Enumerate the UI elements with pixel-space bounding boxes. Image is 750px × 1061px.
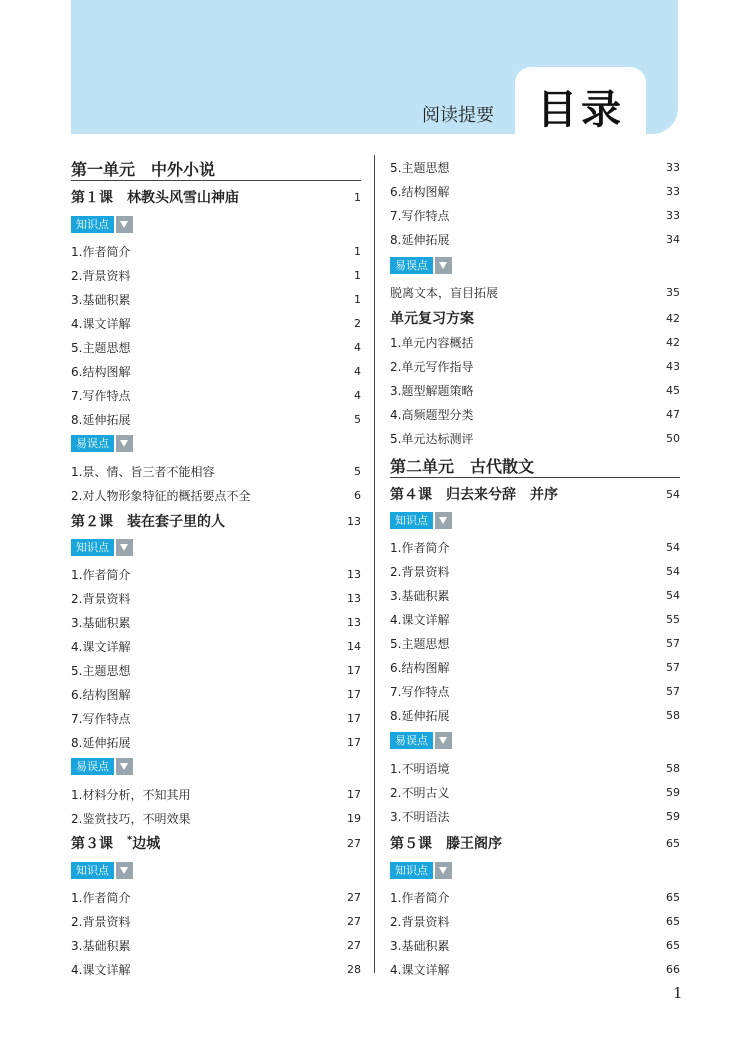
toc-item[interactable]: 2.背景资料 13 [71, 591, 361, 606]
toc-item[interactable]: 1.作者简介 54 [390, 540, 680, 555]
toc-item[interactable]: 1.作者简介 13 [71, 567, 361, 582]
toc-item[interactable]: 3.基础积累 1 [71, 292, 361, 307]
knowledge-tag: 知识点 [71, 862, 133, 879]
unit-heading[interactable]: 第一单元 中外小说 [71, 156, 361, 181]
toc-item[interactable]: 8.延伸拓展 34 [390, 232, 680, 247]
toc-item[interactable]: 7.写作特点 33 [390, 208, 680, 223]
toc-item[interactable]: 6.结构图解 17 [71, 687, 361, 702]
triangle-down-icon [435, 512, 452, 529]
toc-item[interactable]: 3.基础积累 65 [390, 938, 680, 953]
toc-item[interactable]: 6.结构图解 57 [390, 660, 680, 675]
page-subtitle: 阅读提要 [422, 105, 494, 126]
toc-lesson[interactable]: 第２课 装在套子里的人 13 [71, 514, 361, 530]
toc-item[interactable]: 5.主题思想 17 [71, 663, 361, 678]
knowledge-tag: 知识点 [71, 216, 133, 233]
toc-item[interactable]: 4.高频题型分类 47 [390, 407, 680, 422]
toc-item[interactable]: 2.背景资料 65 [390, 914, 680, 929]
page-number: 1 [673, 984, 683, 1002]
triangle-down-icon [116, 216, 133, 233]
toc-item[interactable]: 1.作者简介 65 [390, 890, 680, 905]
error-tag: 易误点 [390, 257, 452, 274]
toc-item[interactable]: 8.延伸拓展 17 [71, 735, 361, 750]
toc-item[interactable]: 1.景、情、旨三者不能相容 5 [71, 464, 361, 479]
toc-item[interactable]: 3.基础积累 27 [71, 938, 361, 953]
toc-item[interactable]: 脱离文本，盲目拓展 35 [390, 285, 680, 300]
triangle-down-icon [435, 257, 452, 274]
triangle-down-icon [116, 862, 133, 879]
toc-item[interactable]: 6.结构图解 4 [71, 364, 361, 379]
toc-item[interactable]: 4.课文详解 55 [390, 612, 680, 627]
toc-item[interactable]: 2.背景资料 54 [390, 564, 680, 579]
toc-item[interactable]: 1.单元内容概括 42 [390, 335, 680, 350]
toc-item[interactable]: 5.主题思想 57 [390, 636, 680, 651]
toc-item[interactable]: 8.延伸拓展 58 [390, 708, 680, 723]
toc-item[interactable]: 4.课文详解 28 [71, 962, 361, 977]
toc-item[interactable]: 3.不明语法 59 [390, 809, 680, 824]
toc-item[interactable]: 2.鉴赏技巧，不明效果 19 [71, 811, 361, 826]
toc-item[interactable]: 4.课文详解 2 [71, 316, 361, 331]
toc-lesson[interactable]: 第３课 *边城 27 [71, 834, 361, 852]
toc-item[interactable]: 2.背景资料 1 [71, 268, 361, 283]
toc-item[interactable]: 6.结构图解 33 [390, 184, 680, 199]
triangle-down-icon [116, 539, 133, 556]
toc-item[interactable]: 2.单元写作指导 43 [390, 359, 680, 374]
knowledge-tag: 知识点 [390, 862, 452, 879]
toc-item[interactable]: 5.主题思想 33 [390, 160, 680, 175]
knowledge-tag: 知识点 [71, 539, 133, 556]
triangle-down-icon [116, 435, 133, 452]
toc-item[interactable]: 1.作者简介 1 [71, 244, 361, 259]
toc-item[interactable]: 1.材料分析，不知其用 17 [71, 787, 361, 802]
toc-item[interactable]: 2.不明古义 59 [390, 785, 680, 800]
unit-heading[interactable]: 第二单元 古代散文 [390, 453, 680, 478]
toc-lesson[interactable]: 第１课 林教头风雪山神庙 1 [71, 190, 361, 206]
toc-item[interactable]: 5.单元达标测评 50 [390, 431, 680, 446]
toc-item[interactable]: 4.课文详解 66 [390, 962, 680, 977]
error-tag: 易误点 [390, 732, 452, 749]
toc-item[interactable]: 3.基础积累 13 [71, 615, 361, 630]
toc-item[interactable]: 1.作者简介 27 [71, 890, 361, 905]
toc-item[interactable]: 2.背景资料 27 [71, 914, 361, 929]
error-tag: 易误点 [71, 435, 133, 452]
toc-item[interactable]: 7.写作特点 17 [71, 711, 361, 726]
toc-item[interactable]: 2.对人物形象特征的概括要点不全 6 [71, 488, 361, 503]
triangle-down-icon [435, 862, 452, 879]
toc-item[interactable]: 3.题型解题策略 45 [390, 383, 680, 398]
column-divider [374, 155, 375, 973]
toc-lesson[interactable]: 第５课 滕王阁序 65 [390, 836, 680, 852]
unit-review[interactable]: 单元复习方案 42 [390, 311, 680, 327]
page-title: 目录 [537, 87, 625, 133]
toc-lesson[interactable]: 第４课 归去来兮辞 并序 54 [390, 487, 680, 503]
toc-item[interactable]: 3.基础积累 54 [390, 588, 680, 603]
toc-item[interactable]: 1.不明语境 58 [390, 761, 680, 776]
triangle-down-icon [435, 732, 452, 749]
toc-item[interactable]: 4.课文详解 14 [71, 639, 361, 654]
error-tag: 易误点 [71, 758, 133, 775]
triangle-down-icon [116, 758, 133, 775]
toc-item[interactable]: 8.延伸拓展 5 [71, 412, 361, 427]
toc-item[interactable]: 7.写作特点 57 [390, 684, 680, 699]
knowledge-tag: 知识点 [390, 512, 452, 529]
toc-item[interactable]: 7.写作特点 4 [71, 388, 361, 403]
toc-item[interactable]: 5.主题思想 4 [71, 340, 361, 355]
